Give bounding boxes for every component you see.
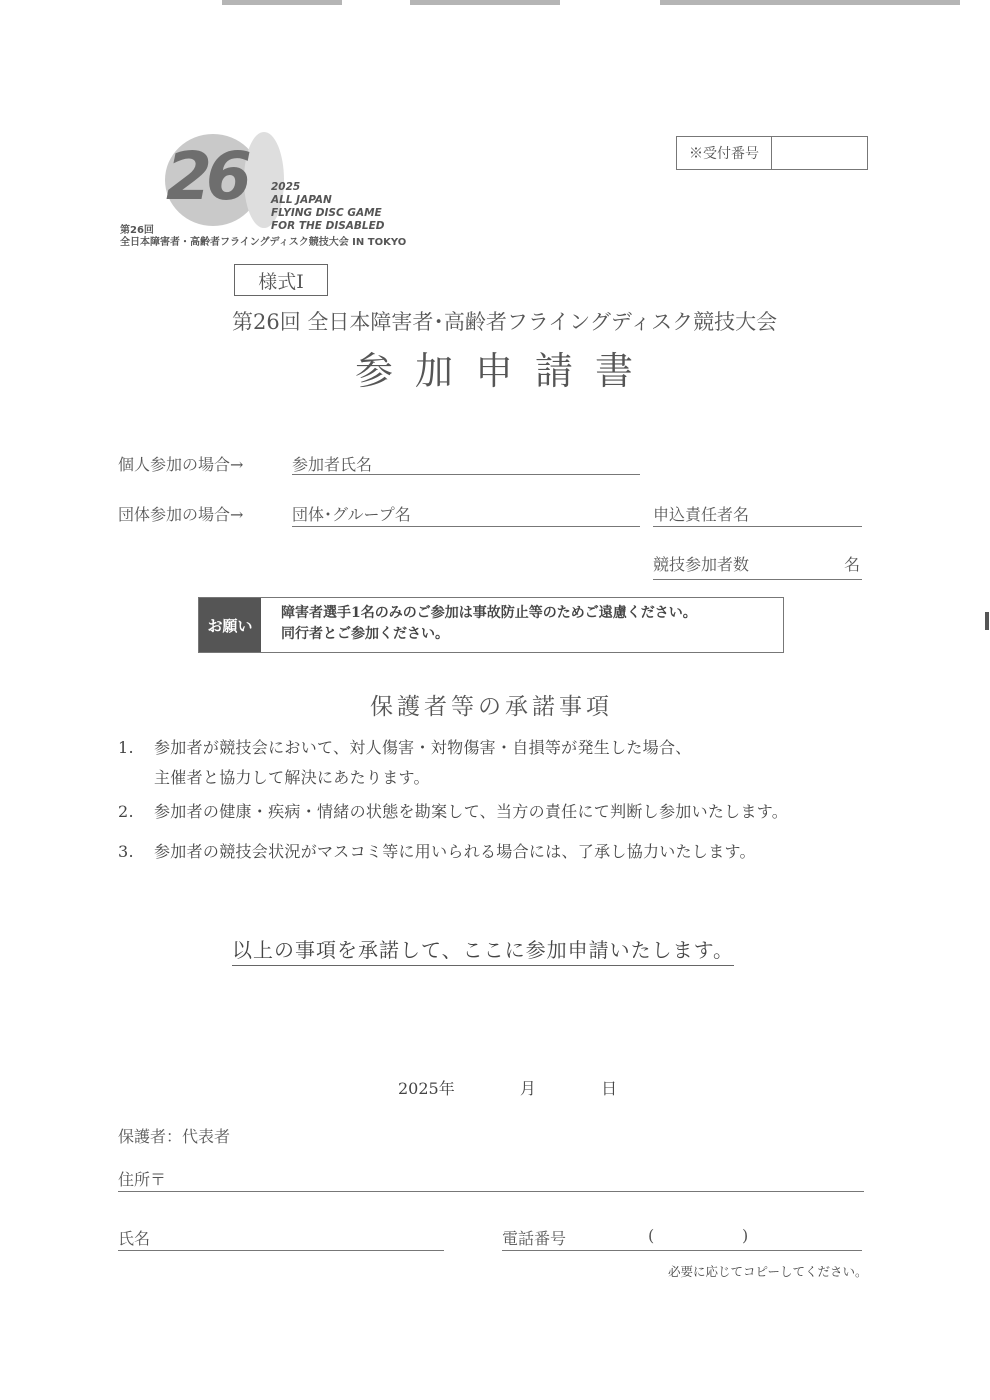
- consent-item-1: [118, 733, 692, 793]
- notice-line-1: 障害者選手1名のみのご参加は事故防止等のためご遠慮ください。: [281, 605, 697, 621]
- participant-count-label: 競技参加者数: [653, 555, 750, 574]
- consent-item-2: [118, 797, 788, 827]
- phone-paren-close: ): [742, 1226, 749, 1245]
- participant-name-label: 参加者氏名: [292, 455, 373, 474]
- individual-label: 個人参加の場合→: [118, 455, 244, 474]
- copy-note: 必要に応じてコピーしてください。: [668, 1264, 868, 1279]
- guardian-name-field[interactable]: [118, 1226, 444, 1251]
- page-title: 参加申請書: [355, 349, 656, 393]
- scan-artifact: [660, 0, 960, 5]
- event-subtitle: 第26回 全日本障害者･高齢者フライングディスク競技大会: [232, 310, 778, 334]
- agreement-statement: 以上の事項を承諾して、ここに参加申請いたします。: [232, 934, 734, 966]
- receipt-number-label: ※受付番号: [677, 137, 772, 169]
- notice-tag: お願い: [199, 598, 261, 652]
- logo-number: 26: [166, 138, 246, 215]
- scan-mark: [985, 612, 989, 630]
- logo-english-text: 2025 ALL JAPAN FLYING DISC GAME FOR THE DISABLED: [271, 181, 385, 232]
- notice-text: [261, 598, 697, 652]
- date-year: 2025年: [398, 1079, 455, 1098]
- event-logo: [118, 128, 418, 248]
- phone-label: 電話番号: [502, 1229, 567, 1248]
- logo-japanese-name: 全日本障害者・高齢者フライングディスク競技大会 IN TOKYO: [120, 237, 407, 248]
- phone-paren-open: (: [648, 1226, 655, 1245]
- consent-item-number: 2.: [118, 802, 134, 821]
- notice-line-2: 同行者とご参加ください。: [281, 626, 449, 642]
- scan-artifact: [222, 0, 342, 5]
- group-name-label: 団体･グループ名: [292, 505, 411, 524]
- address-label: 住所〒: [118, 1170, 167, 1189]
- consent-item-text: 参加者が競技会において、対人傷害・対物傷害・自損等が発生した場合、: [154, 738, 692, 757]
- date-month: 月: [519, 1079, 536, 1098]
- consent-item-number: 1.: [118, 738, 134, 757]
- consent-item-text: 参加者の競技会状況がマスコミ等に用いられる場合には、了承し協力いたします。: [154, 842, 756, 861]
- participant-name-field[interactable]: [292, 452, 640, 475]
- date-line: [398, 1076, 617, 1099]
- date-day: 日: [601, 1079, 618, 1098]
- group-name-field[interactable]: [292, 502, 640, 527]
- applicant-name-field[interactable]: [653, 502, 862, 527]
- guardian-name-label: 氏名: [118, 1229, 151, 1248]
- receipt-number-field[interactable]: [772, 137, 867, 169]
- guardian-label: 保護者：代表者: [118, 1127, 231, 1146]
- participant-count-field[interactable]: [653, 552, 862, 580]
- consent-item-3: [118, 837, 756, 867]
- phone-field[interactable]: [502, 1226, 862, 1251]
- notice-box: [198, 597, 784, 653]
- consent-item-text: 参加者の健康・疾病・情緒の状態を勘案して、当方の責任にて判断し参加いたします。: [154, 802, 789, 821]
- form-type-box: 様式Ⅰ: [234, 264, 328, 296]
- logo-japanese-edition: 第26回: [120, 225, 154, 236]
- applicant-name-label: 申込責任者名: [653, 505, 750, 524]
- group-label: 団体参加の場合→: [118, 505, 244, 524]
- consent-item-text-cont: 主催者と協力して解決にあたります。: [154, 768, 430, 787]
- scan-artifact: [410, 0, 560, 5]
- consent-item-number: 3.: [118, 842, 134, 861]
- receipt-number-box: [676, 136, 868, 170]
- consent-section-title: 保護者等の承諾事項: [370, 694, 613, 720]
- address-field[interactable]: [118, 1167, 864, 1192]
- participant-count-unit: 名: [843, 555, 860, 574]
